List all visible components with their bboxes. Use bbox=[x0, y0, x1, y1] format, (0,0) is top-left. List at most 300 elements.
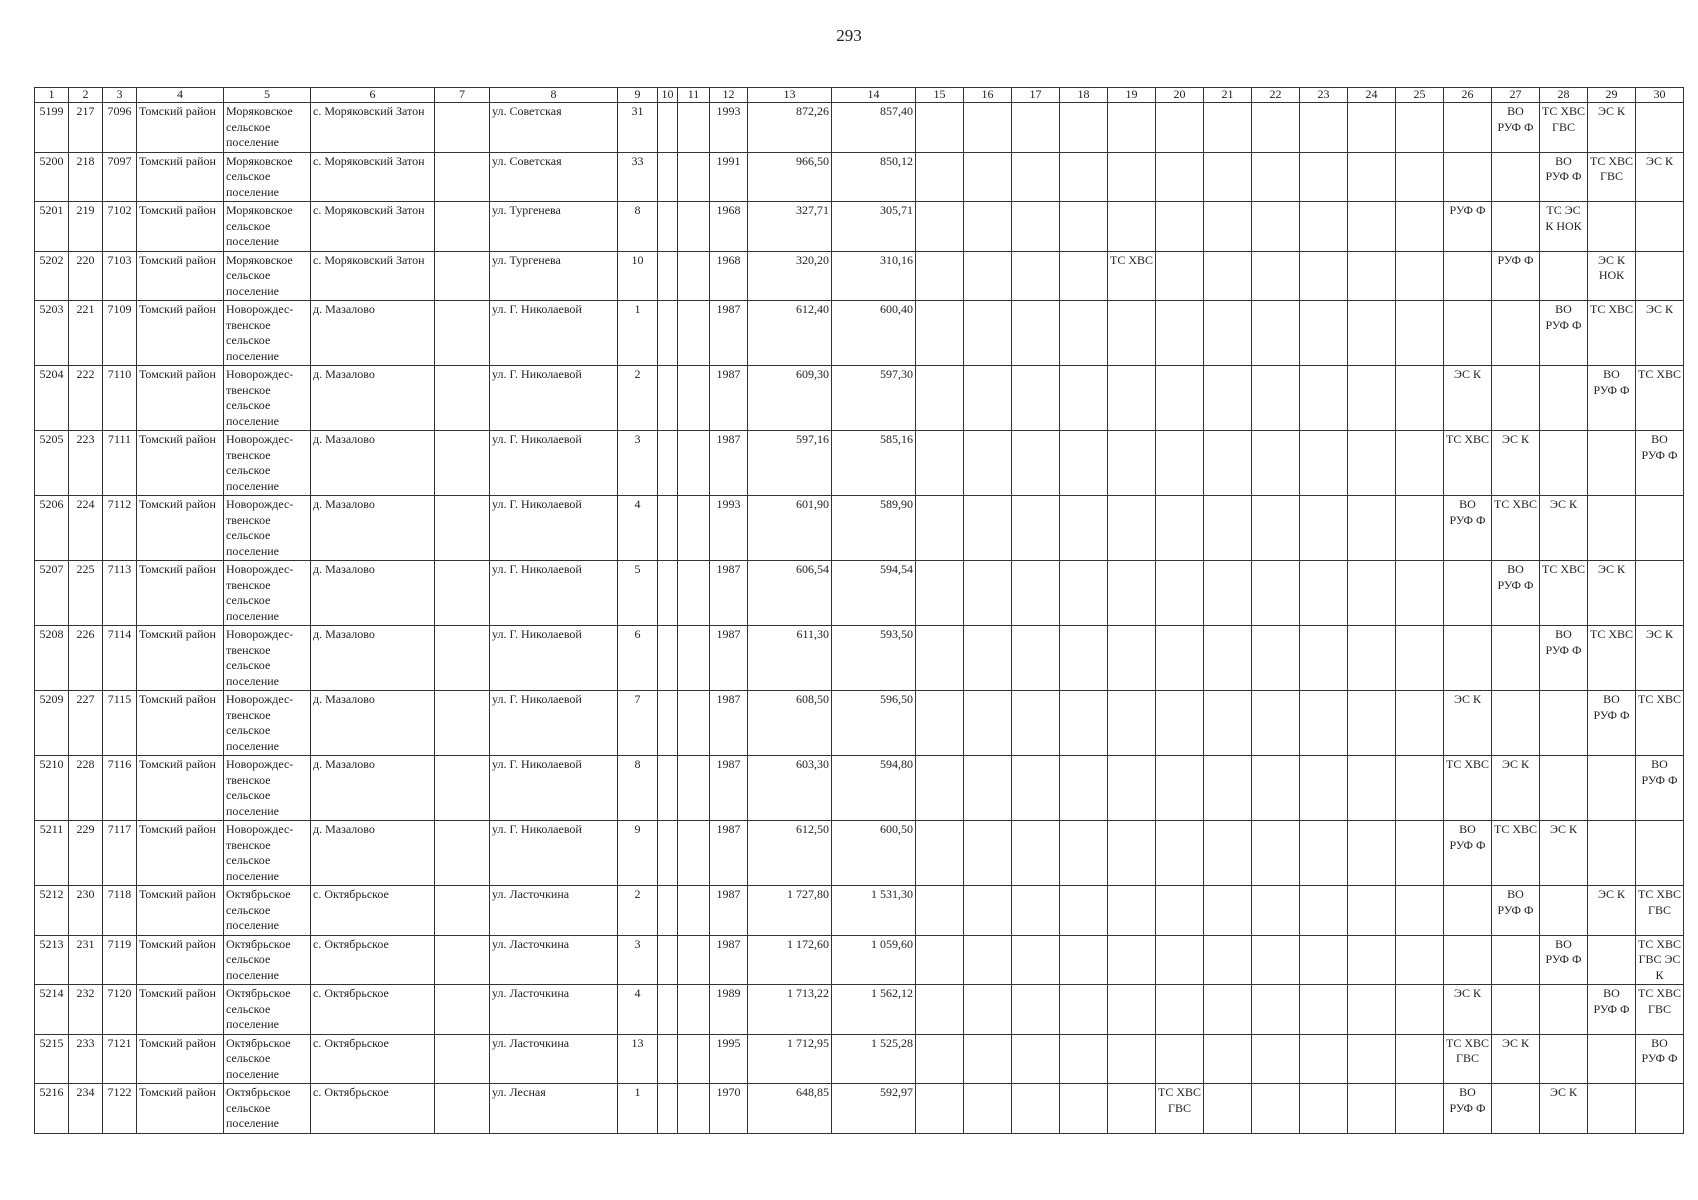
object-id: 7121 bbox=[103, 1034, 137, 1084]
blank-cell bbox=[678, 152, 710, 202]
work-mark-cell-16 bbox=[964, 202, 1012, 252]
work-mark-cell-29 bbox=[1588, 1084, 1636, 1134]
work-mark-cell-30: ВО РУФ Ф bbox=[1636, 431, 1684, 496]
work-mark-cell-18 bbox=[1060, 1034, 1108, 1084]
work-mark-cell-24 bbox=[1348, 1034, 1396, 1084]
work-mark-cell-22 bbox=[1252, 152, 1300, 202]
work-mark-cell-28: ТС ЭС К НОК bbox=[1540, 202, 1588, 252]
blank-cell bbox=[678, 1084, 710, 1134]
work-mark-cell-29 bbox=[1588, 1034, 1636, 1084]
work-mark-cell-18 bbox=[1060, 985, 1108, 1035]
work-mark-cell-27: ТС ХВС bbox=[1492, 821, 1540, 886]
table-row bbox=[35, 1084, 1684, 1134]
table-row bbox=[35, 1034, 1684, 1084]
work-mark-cell-15 bbox=[916, 1084, 964, 1134]
column-header-17: 17 bbox=[1012, 88, 1060, 103]
blank-cell bbox=[435, 935, 490, 985]
work-mark-cell-27: РУФ Ф bbox=[1492, 251, 1540, 301]
work-mark-cell-26: РУФ Ф bbox=[1444, 202, 1492, 252]
work-mark-cell-29 bbox=[1588, 431, 1636, 496]
register-table bbox=[34, 87, 1684, 1134]
object-id: 7122 bbox=[103, 1084, 137, 1134]
work-mark-cell-16 bbox=[964, 691, 1012, 756]
work-mark-cell-23 bbox=[1300, 691, 1348, 756]
column-header-6: 6 bbox=[311, 88, 435, 103]
work-mark-cell-17 bbox=[1012, 202, 1060, 252]
work-mark-cell-22 bbox=[1252, 985, 1300, 1035]
year-cell: 1987 bbox=[710, 886, 748, 936]
work-mark-cell-28: ВО РУФ Ф bbox=[1540, 152, 1588, 202]
work-mark-cell-22 bbox=[1252, 935, 1300, 985]
total-area-cell: 1 727,80 bbox=[748, 886, 832, 936]
work-mark-cell-17 bbox=[1012, 756, 1060, 821]
settlement-cell: Новорождес-твенское сельское поселение bbox=[224, 561, 311, 626]
blank-cell bbox=[658, 202, 678, 252]
row-number: 5200 bbox=[35, 152, 69, 202]
object-id: 7096 bbox=[103, 103, 137, 153]
street-cell: ул. Г. Николаевой bbox=[490, 496, 618, 561]
work-mark-cell-23 bbox=[1300, 366, 1348, 431]
work-mark-cell-26: ТС ХВС ГВС bbox=[1444, 1034, 1492, 1084]
work-mark-cell-25 bbox=[1396, 985, 1444, 1035]
work-mark-cell-16 bbox=[964, 496, 1012, 561]
work-mark-cell-30: ТС ХВС ГВС bbox=[1636, 886, 1684, 936]
work-mark-cell-18 bbox=[1060, 1084, 1108, 1134]
work-mark-cell-21 bbox=[1204, 985, 1252, 1035]
work-mark-cell-19 bbox=[1108, 1034, 1156, 1084]
work-mark-cell-17 bbox=[1012, 1034, 1060, 1084]
work-mark-cell-29: ЭС К НОК bbox=[1588, 251, 1636, 301]
work-mark-cell-15 bbox=[916, 756, 964, 821]
work-mark-cell-22 bbox=[1252, 1084, 1300, 1134]
row-number: 5212 bbox=[35, 886, 69, 936]
district-cell: Томский район bbox=[137, 935, 224, 985]
work-mark-cell-16 bbox=[964, 251, 1012, 301]
work-mark-cell-30: ЭС К bbox=[1636, 301, 1684, 366]
column-header-7: 7 bbox=[435, 88, 490, 103]
blank-cell bbox=[435, 626, 490, 691]
column-header-3: 3 bbox=[103, 88, 137, 103]
work-mark-cell-24 bbox=[1348, 691, 1396, 756]
work-mark-cell-24 bbox=[1348, 431, 1396, 496]
blank-cell bbox=[678, 431, 710, 496]
row-number: 5208 bbox=[35, 626, 69, 691]
blank-cell bbox=[678, 985, 710, 1035]
total-area-cell: 606,54 bbox=[748, 561, 832, 626]
work-mark-cell-27: ВО РУФ Ф bbox=[1492, 886, 1540, 936]
total-area-cell: 327,71 bbox=[748, 202, 832, 252]
work-mark-cell-19 bbox=[1108, 366, 1156, 431]
house-number-cell: 10 bbox=[618, 251, 658, 301]
row-index: 231 bbox=[69, 935, 103, 985]
work-mark-cell-15 bbox=[916, 202, 964, 252]
column-header-19: 19 bbox=[1108, 88, 1156, 103]
work-mark-cell-18 bbox=[1060, 561, 1108, 626]
locality-cell: д. Мазалово bbox=[311, 561, 435, 626]
column-header-1: 1 bbox=[35, 88, 69, 103]
work-mark-cell-23 bbox=[1300, 431, 1348, 496]
work-mark-cell-19: ТС ХВС bbox=[1108, 251, 1156, 301]
work-mark-cell-19 bbox=[1108, 985, 1156, 1035]
blank-cell bbox=[658, 251, 678, 301]
work-mark-cell-19 bbox=[1108, 821, 1156, 886]
work-mark-cell-26 bbox=[1444, 626, 1492, 691]
work-mark-cell-16 bbox=[964, 886, 1012, 936]
settlement-cell: Октябрьское сельское поселение bbox=[224, 1034, 311, 1084]
work-mark-cell-19 bbox=[1108, 1084, 1156, 1134]
work-mark-cell-25 bbox=[1396, 103, 1444, 153]
district-cell: Томский район bbox=[137, 886, 224, 936]
work-mark-cell-30: ВО РУФ Ф bbox=[1636, 756, 1684, 821]
row-number: 5207 bbox=[35, 561, 69, 626]
work-mark-cell-26 bbox=[1444, 103, 1492, 153]
locality-cell: д. Мазалово bbox=[311, 496, 435, 561]
work-mark-cell-17 bbox=[1012, 152, 1060, 202]
work-mark-cell-28 bbox=[1540, 1034, 1588, 1084]
work-mark-cell-22 bbox=[1252, 301, 1300, 366]
street-cell: ул. Ласточкина bbox=[490, 935, 618, 985]
settlement-cell: Октябрьское сельское поселение bbox=[224, 985, 311, 1035]
work-mark-cell-30: ТС ХВС bbox=[1636, 366, 1684, 431]
work-mark-cell-22 bbox=[1252, 496, 1300, 561]
work-mark-cell-27: ЭС К bbox=[1492, 431, 1540, 496]
work-mark-cell-24 bbox=[1348, 251, 1396, 301]
work-mark-cell-17 bbox=[1012, 886, 1060, 936]
work-mark-cell-17 bbox=[1012, 496, 1060, 561]
work-mark-cell-21 bbox=[1204, 431, 1252, 496]
work-mark-cell-25 bbox=[1396, 561, 1444, 626]
living-area-cell: 1 531,30 bbox=[832, 886, 916, 936]
living-area-cell: 310,16 bbox=[832, 251, 916, 301]
work-mark-cell-21 bbox=[1204, 756, 1252, 821]
work-mark-cell-24 bbox=[1348, 626, 1396, 691]
work-mark-cell-20 bbox=[1156, 691, 1204, 756]
work-mark-cell-21 bbox=[1204, 821, 1252, 886]
total-area-cell: 966,50 bbox=[748, 152, 832, 202]
work-mark-cell-28: ВО РУФ Ф bbox=[1540, 301, 1588, 366]
blank-cell bbox=[435, 821, 490, 886]
blank-cell bbox=[678, 251, 710, 301]
blank-cell bbox=[658, 366, 678, 431]
year-cell: 1987 bbox=[710, 756, 748, 821]
year-cell: 1989 bbox=[710, 985, 748, 1035]
work-mark-cell-26: ТС ХВС bbox=[1444, 756, 1492, 821]
row-number: 5202 bbox=[35, 251, 69, 301]
row-number: 5216 bbox=[35, 1084, 69, 1134]
row-number: 5203 bbox=[35, 301, 69, 366]
settlement-cell: Новорождес-твенское сельское поселение bbox=[224, 756, 311, 821]
work-mark-cell-28: ТС ХВС bbox=[1540, 561, 1588, 626]
column-header-4: 4 bbox=[137, 88, 224, 103]
blank-cell bbox=[435, 1084, 490, 1134]
work-mark-cell-17 bbox=[1012, 103, 1060, 153]
district-cell: Томский район bbox=[137, 985, 224, 1035]
total-area-cell: 609,30 bbox=[748, 366, 832, 431]
settlement-cell: Новорождес-твенское сельское поселение bbox=[224, 431, 311, 496]
column-header-29: 29 bbox=[1588, 88, 1636, 103]
blank-cell bbox=[658, 1034, 678, 1084]
work-mark-cell-29: ТС ХВС bbox=[1588, 626, 1636, 691]
table-row bbox=[35, 935, 1684, 985]
row-index: 218 bbox=[69, 152, 103, 202]
column-header-13: 13 bbox=[748, 88, 832, 103]
work-mark-cell-22 bbox=[1252, 366, 1300, 431]
blank-cell bbox=[435, 251, 490, 301]
work-mark-cell-16 bbox=[964, 821, 1012, 886]
living-area-cell: 600,50 bbox=[832, 821, 916, 886]
work-mark-cell-25 bbox=[1396, 431, 1444, 496]
object-id: 7115 bbox=[103, 691, 137, 756]
living-area-cell: 589,90 bbox=[832, 496, 916, 561]
row-index: 217 bbox=[69, 103, 103, 153]
house-number-cell: 3 bbox=[618, 431, 658, 496]
row-index: 226 bbox=[69, 626, 103, 691]
work-mark-cell-20 bbox=[1156, 1034, 1204, 1084]
row-index: 225 bbox=[69, 561, 103, 626]
work-mark-cell-24 bbox=[1348, 496, 1396, 561]
column-header-30: 30 bbox=[1636, 88, 1684, 103]
work-mark-cell-30 bbox=[1636, 821, 1684, 886]
work-mark-cell-17 bbox=[1012, 626, 1060, 691]
work-mark-cell-27: ЭС К bbox=[1492, 756, 1540, 821]
object-id: 7103 bbox=[103, 251, 137, 301]
row-number: 5199 bbox=[35, 103, 69, 153]
work-mark-cell-24 bbox=[1348, 756, 1396, 821]
work-mark-cell-22 bbox=[1252, 886, 1300, 936]
work-mark-cell-24 bbox=[1348, 935, 1396, 985]
blank-cell bbox=[435, 985, 490, 1035]
blank-cell bbox=[435, 1034, 490, 1084]
work-mark-cell-22 bbox=[1252, 103, 1300, 153]
year-cell: 1970 bbox=[710, 1084, 748, 1134]
house-number-cell: 1 bbox=[618, 301, 658, 366]
table-row bbox=[35, 251, 1684, 301]
row-index: 232 bbox=[69, 985, 103, 1035]
work-mark-cell-26 bbox=[1444, 251, 1492, 301]
work-mark-cell-25 bbox=[1396, 821, 1444, 886]
blank-cell bbox=[658, 626, 678, 691]
total-area-cell: 1 713,22 bbox=[748, 985, 832, 1035]
settlement-cell: Новорождес-твенское сельское поселение bbox=[224, 821, 311, 886]
work-mark-cell-30: ТС ХВС bbox=[1636, 691, 1684, 756]
work-mark-cell-22 bbox=[1252, 251, 1300, 301]
object-id: 7102 bbox=[103, 202, 137, 252]
street-cell: ул. Ласточкина bbox=[490, 886, 618, 936]
object-id: 7113 bbox=[103, 561, 137, 626]
work-mark-cell-25 bbox=[1396, 366, 1444, 431]
settlement-cell: Октябрьское сельское поселение bbox=[224, 1084, 311, 1134]
work-mark-cell-21 bbox=[1204, 1084, 1252, 1134]
total-area-cell: 612,40 bbox=[748, 301, 832, 366]
district-cell: Томский район bbox=[137, 561, 224, 626]
blank-cell bbox=[678, 821, 710, 886]
work-mark-cell-18 bbox=[1060, 821, 1108, 886]
year-cell: 1987 bbox=[710, 301, 748, 366]
work-mark-cell-23 bbox=[1300, 886, 1348, 936]
street-cell: ул. Лесная bbox=[490, 1084, 618, 1134]
blank-cell bbox=[435, 691, 490, 756]
work-mark-cell-15 bbox=[916, 366, 964, 431]
work-mark-cell-21 bbox=[1204, 366, 1252, 431]
work-mark-cell-21 bbox=[1204, 626, 1252, 691]
work-mark-cell-17 bbox=[1012, 431, 1060, 496]
work-mark-cell-17 bbox=[1012, 985, 1060, 1035]
year-cell: 1987 bbox=[710, 691, 748, 756]
work-mark-cell-25 bbox=[1396, 691, 1444, 756]
work-mark-cell-15 bbox=[916, 821, 964, 886]
work-mark-cell-23 bbox=[1300, 561, 1348, 626]
work-mark-cell-24 bbox=[1348, 366, 1396, 431]
work-mark-cell-16 bbox=[964, 985, 1012, 1035]
street-cell: ул. Советская bbox=[490, 103, 618, 153]
column-header-20: 20 bbox=[1156, 88, 1204, 103]
object-id: 7110 bbox=[103, 366, 137, 431]
work-mark-cell-16 bbox=[964, 1084, 1012, 1134]
locality-cell: д. Мазалово bbox=[311, 431, 435, 496]
work-mark-cell-17 bbox=[1012, 1084, 1060, 1134]
locality-cell: д. Мазалово bbox=[311, 366, 435, 431]
object-id: 7109 bbox=[103, 301, 137, 366]
table-row bbox=[35, 626, 1684, 691]
work-mark-cell-29 bbox=[1588, 821, 1636, 886]
table-row bbox=[35, 985, 1684, 1035]
work-mark-cell-27: ВО РУФ Ф bbox=[1492, 103, 1540, 153]
work-mark-cell-20 bbox=[1156, 103, 1204, 153]
living-area-cell: 593,50 bbox=[832, 626, 916, 691]
work-mark-cell-18 bbox=[1060, 935, 1108, 985]
table-row bbox=[35, 886, 1684, 936]
work-mark-cell-16 bbox=[964, 366, 1012, 431]
year-cell: 1987 bbox=[710, 626, 748, 691]
work-mark-cell-25 bbox=[1396, 886, 1444, 936]
district-cell: Томский район bbox=[137, 756, 224, 821]
house-number-cell: 2 bbox=[618, 366, 658, 431]
table-row bbox=[35, 691, 1684, 756]
work-mark-cell-25 bbox=[1396, 1084, 1444, 1134]
work-mark-cell-30 bbox=[1636, 103, 1684, 153]
work-mark-cell-20 bbox=[1156, 251, 1204, 301]
work-mark-cell-15 bbox=[916, 496, 964, 561]
blank-cell bbox=[678, 886, 710, 936]
work-mark-cell-20: ТС ХВС ГВС bbox=[1156, 1084, 1204, 1134]
column-header-22: 22 bbox=[1252, 88, 1300, 103]
work-mark-cell-26 bbox=[1444, 561, 1492, 626]
total-area-cell: 601,90 bbox=[748, 496, 832, 561]
house-number-cell: 4 bbox=[618, 985, 658, 1035]
blank-cell bbox=[658, 935, 678, 985]
row-number: 5210 bbox=[35, 756, 69, 821]
blank-cell bbox=[435, 366, 490, 431]
row-index: 220 bbox=[69, 251, 103, 301]
living-area-cell: 594,54 bbox=[832, 561, 916, 626]
street-cell: ул. Ласточкина bbox=[490, 1034, 618, 1084]
table-row bbox=[35, 366, 1684, 431]
work-mark-cell-20 bbox=[1156, 935, 1204, 985]
work-mark-cell-20 bbox=[1156, 496, 1204, 561]
work-mark-cell-29: ЭС К bbox=[1588, 103, 1636, 153]
living-area-cell: 857,40 bbox=[832, 103, 916, 153]
work-mark-cell-21 bbox=[1204, 202, 1252, 252]
settlement-cell: Моряковское сельское поселение bbox=[224, 202, 311, 252]
table-row bbox=[35, 103, 1684, 153]
work-mark-cell-27 bbox=[1492, 1084, 1540, 1134]
work-mark-cell-30 bbox=[1636, 496, 1684, 561]
work-mark-cell-20 bbox=[1156, 366, 1204, 431]
work-mark-cell-28: ЭС К bbox=[1540, 496, 1588, 561]
object-id: 7118 bbox=[103, 886, 137, 936]
blank-cell bbox=[658, 1084, 678, 1134]
row-number: 5201 bbox=[35, 202, 69, 252]
settlement-cell: Новорождес-твенское сельское поселение bbox=[224, 301, 311, 366]
street-cell: ул. Тургенева bbox=[490, 202, 618, 252]
table-row bbox=[35, 431, 1684, 496]
row-number: 5209 bbox=[35, 691, 69, 756]
blank-cell bbox=[658, 103, 678, 153]
work-mark-cell-26: ТС ХВС bbox=[1444, 431, 1492, 496]
district-cell: Томский район bbox=[137, 496, 224, 561]
work-mark-cell-18 bbox=[1060, 152, 1108, 202]
column-header-15: 15 bbox=[916, 88, 964, 103]
work-mark-cell-27 bbox=[1492, 985, 1540, 1035]
table-row bbox=[35, 301, 1684, 366]
work-mark-cell-27: ТС ХВС bbox=[1492, 496, 1540, 561]
year-cell: 1968 bbox=[710, 251, 748, 301]
work-mark-cell-29: ВО РУФ Ф bbox=[1588, 691, 1636, 756]
work-mark-cell-21 bbox=[1204, 886, 1252, 936]
living-area-cell: 597,30 bbox=[832, 366, 916, 431]
living-area-cell: 305,71 bbox=[832, 202, 916, 252]
work-mark-cell-22 bbox=[1252, 626, 1300, 691]
work-mark-cell-21 bbox=[1204, 496, 1252, 561]
work-mark-cell-25 bbox=[1396, 496, 1444, 561]
work-mark-cell-30: ТС ХВС ГВС ЭС К bbox=[1636, 935, 1684, 985]
row-number: 5206 bbox=[35, 496, 69, 561]
work-mark-cell-27 bbox=[1492, 935, 1540, 985]
blank-cell bbox=[678, 756, 710, 821]
district-cell: Томский район bbox=[137, 301, 224, 366]
work-mark-cell-21 bbox=[1204, 103, 1252, 153]
street-cell: ул. Г. Николаевой bbox=[490, 366, 618, 431]
table-row bbox=[35, 821, 1684, 886]
blank-cell bbox=[435, 202, 490, 252]
blank-cell bbox=[658, 821, 678, 886]
house-number-cell: 4 bbox=[618, 496, 658, 561]
work-mark-cell-21 bbox=[1204, 301, 1252, 366]
house-number-cell: 8 bbox=[618, 756, 658, 821]
work-mark-cell-30: ЭС К bbox=[1636, 152, 1684, 202]
work-mark-cell-28: ЭС К bbox=[1540, 821, 1588, 886]
work-mark-cell-25 bbox=[1396, 152, 1444, 202]
blank-cell bbox=[658, 301, 678, 366]
work-mark-cell-26: ЭС К bbox=[1444, 691, 1492, 756]
row-index: 222 bbox=[69, 366, 103, 431]
total-area-cell: 603,30 bbox=[748, 756, 832, 821]
blank-cell bbox=[658, 496, 678, 561]
district-cell: Томский район bbox=[137, 691, 224, 756]
work-mark-cell-21 bbox=[1204, 1034, 1252, 1084]
work-mark-cell-20 bbox=[1156, 561, 1204, 626]
district-cell: Томский район bbox=[137, 202, 224, 252]
row-number: 5205 bbox=[35, 431, 69, 496]
row-index: 228 bbox=[69, 756, 103, 821]
work-mark-cell-19 bbox=[1108, 561, 1156, 626]
blank-cell bbox=[678, 626, 710, 691]
column-header-8: 8 bbox=[490, 88, 618, 103]
column-header-18: 18 bbox=[1060, 88, 1108, 103]
total-area-cell: 612,50 bbox=[748, 821, 832, 886]
object-id: 7112 bbox=[103, 496, 137, 561]
column-header-11: 11 bbox=[678, 88, 710, 103]
